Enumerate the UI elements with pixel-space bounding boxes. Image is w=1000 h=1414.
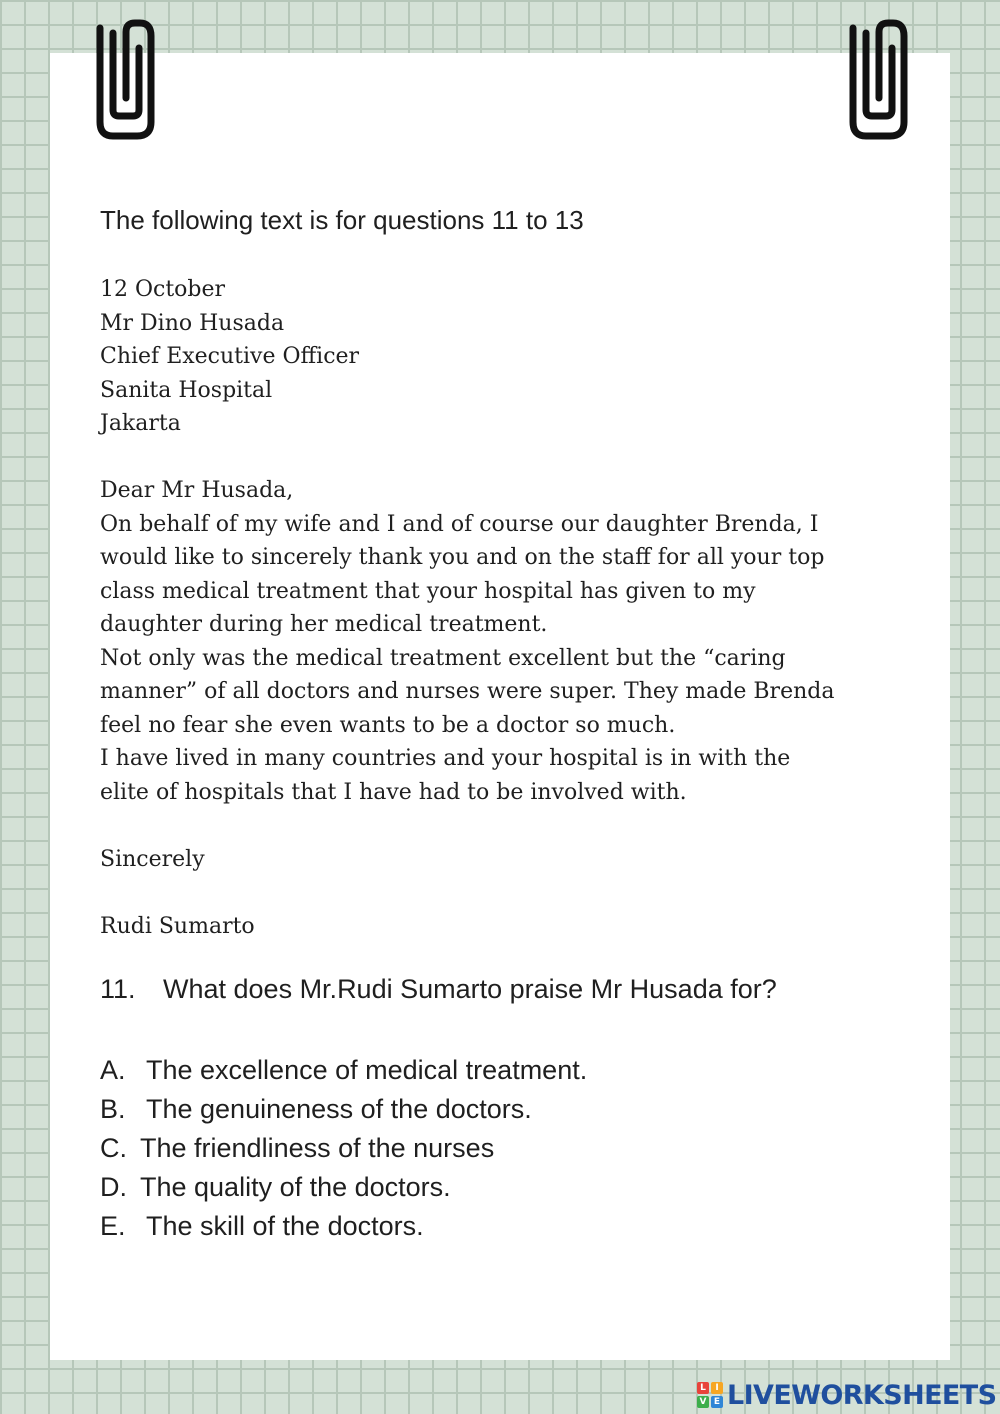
paperclip-icon (95, 18, 157, 140)
spacer (100, 809, 900, 843)
body-line: On behalf of my wife and I and of course our daughter Brenda, I (100, 511, 819, 537)
body-line: class medical treatment that your hospital has given to my (100, 578, 756, 604)
logo-tile: E (711, 1396, 723, 1408)
body-line: would like to sincerely thank you and on the staff for all your top (100, 545, 825, 570)
question-number: 11. (100, 974, 136, 1004)
option-text: The excellence of medical treatment. (146, 1055, 588, 1085)
answer-options (100, 1051, 587, 1246)
closing: Sincerely (100, 846, 205, 872)
option-text: The friendliness of the nurses (140, 1133, 495, 1163)
body-line: daughter during her medical treatment. (100, 612, 548, 637)
option-e[interactable] (100, 1207, 587, 1246)
signature: Rudi Sumarto (100, 913, 255, 939)
question (100, 974, 777, 1005)
option-text: The skill of the doctors. (146, 1211, 424, 1241)
brand-name: LIVEWORKSHEETS (727, 1379, 997, 1411)
option-a[interactable] (100, 1051, 587, 1090)
option-key: D. (100, 1172, 127, 1202)
body-line: Not only was the medical treatment excellent but the “caring (100, 645, 786, 671)
option-text: The quality of the doctors. (140, 1172, 451, 1202)
recipient-title: Chief Executive Officer (100, 344, 360, 369)
option-b[interactable] (100, 1090, 587, 1129)
option-key: A. (100, 1055, 126, 1085)
logo-tile: L (697, 1382, 709, 1394)
spacer (100, 876, 900, 910)
body-line: feel no fear she even wants to be a doctor so much. (100, 712, 676, 738)
paperclip-icon (848, 18, 910, 140)
body-line: elite of hospitals that I have had to be involved with. (100, 779, 687, 805)
option-key: B. (100, 1094, 126, 1124)
body-line: I have lived in many countries and your hospital is in with the (100, 746, 791, 771)
salutation: Dear Mr Husada, (100, 478, 294, 503)
option-text: The genuineness of the doctors. (146, 1094, 532, 1124)
recipient-organization: Sanita Hospital (100, 377, 273, 403)
question-text: What does Mr.Rudi Sumarto praise Mr Husada for? (163, 974, 777, 1004)
recipient-city: Jakarta (100, 411, 181, 436)
spacer (100, 441, 900, 475)
option-d[interactable] (100, 1168, 587, 1207)
letter-date: 12 October (100, 277, 226, 302)
option-c[interactable] (100, 1129, 587, 1168)
liveworksheets-logo[interactable] (697, 1378, 996, 1412)
option-key: E. (100, 1211, 126, 1241)
instruction-text: The following text is for questions 11 to 13 (100, 205, 584, 235)
recipient-name: Mr Dino Husada (100, 310, 285, 336)
liveworksheets-logo-icon (697, 1382, 723, 1408)
letter (100, 273, 900, 943)
logo-tile: V (697, 1396, 709, 1408)
option-key: C. (100, 1133, 127, 1163)
body-line: manner” of all doctors and nurses were super. They made Brenda (100, 679, 835, 704)
logo-tile: I (711, 1382, 723, 1394)
